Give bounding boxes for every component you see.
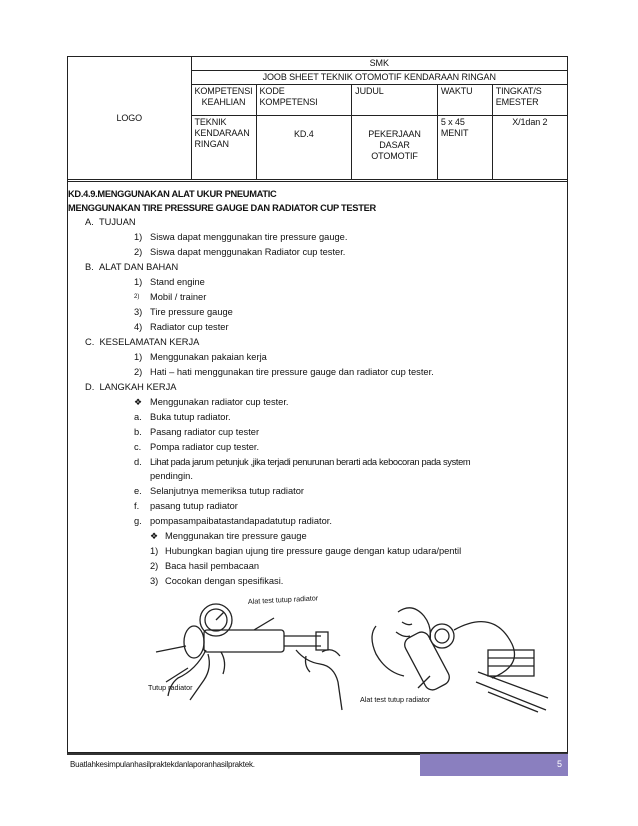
page-number: 5 [556, 759, 562, 769]
val-keahlian: TEKNIK KENDARAAN RINGAN [191, 116, 256, 180]
col-waktu: WAKTU [437, 85, 492, 116]
list-item: Selanjutnya memeriksa tutup radiator [150, 486, 304, 496]
school-name: SMK [191, 57, 567, 71]
list-item-cont: pendingin. [150, 471, 193, 481]
section-a-heading: A. TUJUAN [85, 217, 136, 227]
fig1-top-label: Alat test tutup radiator [247, 593, 319, 606]
radiator-test-illustration [358, 592, 558, 722]
list-item: Buka tutup radiator. [150, 412, 231, 422]
val-tingkat: X/1dan 2 [492, 116, 567, 180]
col-kode-kompetensi: KODE KOMPETENSI [256, 85, 352, 116]
section-d-heading: D. LANGKAH KERJA [85, 382, 177, 392]
logo-placeholder: LOGO [116, 112, 143, 123]
list-item: Pasang radiator cup tester [150, 427, 260, 437]
list-item: Mobil / trainer [150, 292, 207, 302]
header-table [68, 57, 567, 180]
list-item: Hubungkan bagian ujung tire pressure gauge dengan katup udara/pentil [165, 546, 462, 556]
col-kompetensi-keahlian: KOMPETENSI KEAHLIAN [191, 85, 256, 116]
list-item: Lihat pada jarum petunjuk ,jika terjadi penurunan berarti ada kebocoran pada system [150, 457, 471, 467]
list-item: Hati – hati menggunakan tire pressure gauge dan radiator cup tester. [150, 367, 434, 377]
radiator-cap-tester-illustration [146, 590, 354, 720]
diamond-bullet-icon: ❖ [134, 397, 143, 407]
list-item: Menggunakan tire pressure gauge [165, 531, 307, 541]
job-sheet [67, 56, 568, 753]
list-item: Siswa dapat menggunakan Radiator cup tester. [150, 247, 346, 257]
content-title-1: KD.4.9.MENGGUNAKAN ALAT UKUR PNEUMATIC [68, 189, 277, 199]
sheet-body: KD.4.9.MENGGUNAKAN ALAT UKUR PNEUMATIC MENGGUNAKAN TIRE PRESSURE GAUGE DAN RADIATOR CUP TESTER A. TUJUAN 1) Siswa dapat menggunakan tire pressure gauge. 2) Siswa dapat menggunakan Radiator cup tester. B. ALAT DAN BAHAN 1) Stand engine 2) Mobil / trainer 3) Tire pressure gauge 4) Radiator cup tester C. KESELAMATAN KERJA 1) Menggunakan pakaian kerja 2) Hati – hati menggunakan tire pressure gauge dan radiator cup tester. D. LANGKAH KERJA ❖ Menggunakan radiator cup tester. a. Buka tutup radiator. b. Pasang radiator cup tester c. Pompa radiator cup tester. d. Lihat pada jarum petunjuk ,jika terjadi penurunan berarti ada kebocoran pada system pendingin. e. Selanjutnya memeriksa tutup radiator f. pasang tutup radiator g. pompasampaibatastandapadatutup radiator. ❖ Menggunakan tire pressure gauge 1) Hubungkan bagian ujung tire pressure gauge dengan katup udara/pentil 2) Baca hasil pembacaan 3) Cocokan dengan spesifikasi. Alat test tutup radiator Tutup radiator Alat test tutup radiator [68, 181, 567, 752]
col-tingkat: TINGKAT/S EMESTER [492, 85, 567, 116]
content-title-2: MENGGUNAKAN TIRE PRESSURE GAUGE DAN RADIATOR CUP TESTER [68, 203, 376, 213]
val-judul: PEKERJAAN DASAR OTOMOTIF [352, 116, 438, 180]
list-item: Menggunakan pakaian kerja [150, 352, 267, 362]
list-item: pasang tutup radiator [150, 501, 238, 511]
section-b-heading: B. ALAT DAN BAHAN [85, 262, 179, 272]
list-item: Cocokan dengan spesifikasi. [165, 576, 284, 586]
val-kode: KD.4 [256, 116, 352, 180]
logo-cell [68, 57, 191, 180]
val-waktu: 5 x 45 MENIT [437, 116, 492, 180]
list-item: Pompa radiator cup tester. [150, 442, 260, 452]
list-item: Menggunakan radiator cup tester. [150, 397, 289, 407]
diamond-bullet-icon: ❖ [150, 531, 159, 541]
list-item: Siswa dapat menggunakan tire pressure gauge. [150, 232, 348, 242]
footer-note: Buatlahkesimpulanhasilpraktekdanlaporanhasilpraktek. [70, 760, 255, 769]
list-item: pompasampaibatastandapadatutup radiator. [150, 516, 332, 526]
fig2-label: Alat test tutup radiator [360, 695, 431, 704]
col-judul: JUDUL [352, 85, 438, 116]
list-item: Baca hasil pembacaan [165, 561, 260, 571]
list-item: Tire pressure gauge [150, 307, 233, 317]
section-c-heading: C. KESELAMATAN KERJA [85, 337, 200, 347]
fig1-bottom-label: Tutup radiator [148, 683, 193, 692]
page-number-box [420, 754, 568, 776]
list-item: Radiator cup tester [150, 322, 229, 332]
sheet-title: JOOB SHEET TEKNIK OTOMOTIF KENDARAAN RINGAN [191, 71, 567, 85]
list-item: Stand engine [150, 277, 205, 287]
